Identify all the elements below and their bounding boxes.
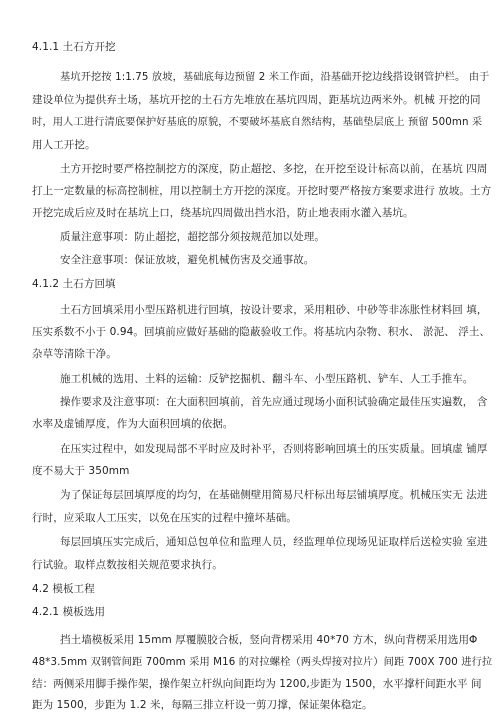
paragraph-line: 建设单位为提供弃土场，基坑开挖的土石方先堆放在基坑四周，距基坑边两米外。机械 开挖的同 [32, 94, 481, 106]
paragraph-line: 度不易大于 350mm [32, 465, 130, 477]
paragraph-line: 每层回填压实完成后，通知总包单位和监理人员，经监理单位现场见证取样后送检实验 室进 [60, 536, 488, 548]
paragraph-line: 挡土墙模板采用 15mm 厚覆膜胶合板，竖向背楞采用 40*70 方木，纵向背楞采用选用Φ [60, 634, 478, 646]
paragraph-line: 距为 1500，步距为 1.2 米，每隔三排立杆设一剪刀撑，保证架体稳定。 [32, 699, 373, 711]
paragraph-line: 时，用人工进行清底要保护好基底的原貌，不要破坏基底自然结构，基础垫层底上 预留 500mn 采 [32, 116, 483, 128]
paragraph-line: 基坑开挖按 1:1.75 放坡，基础底每边预留 2 米工作面，沿基础开挖边线搭设钢管护栏。 由于 [60, 71, 490, 83]
paragraph-line: 48*3.5mm 双钢管间距 700mm 采用 M16 的对拉螺栓（两头焊接对拉片）间距 700X 700 进行拉 [32, 656, 493, 668]
paragraph-line: 打上一定数量的标高控制桩，用以控制土方开挖的深度。开挖时要严格按方案要求进行 放坡。土方 [32, 185, 492, 197]
paragraph-line: 结：两侧采用脚手操作架，操作架立杆纵向间距均为 1200,步距为 1500，水平撑杆间距水平 间 [32, 678, 482, 690]
paragraph-line: 压实系数不小于 0.94。回填前应做好基础的隐蔽验收工作。将基坑内杂物、积水、 淤泥、 浮土、 [32, 326, 491, 338]
paragraph-line: 安全注意事项：保证放坡，避免机械伤害及交通事故。 [60, 254, 315, 266]
paragraph-line: 为了保证每层回填厚度的均匀，在基础侧壁用简易尺杆标出每层铺填厚度。机械压实无 法进 [60, 489, 488, 501]
paragraph-line: 水率及虚铺厚度，作为大面积回填的依据。 [32, 418, 234, 430]
section-heading-4-2: 4.2 模板工程 [32, 583, 95, 595]
paragraph-line: 行时，应采取人工压实，以免在压实的过程中撞坏基础。 [32, 512, 297, 524]
paragraph-line: 质量注意事项：防止超挖，超挖部分须按规范加以处理。 [60, 231, 325, 243]
paragraph-line: 土方开挖时要严格控制挖方的深度，防止超挖、多挖，在开挖至设计标高以前，在基坑 四周 [60, 163, 488, 175]
paragraph-line: 土石方回填采用小型压路机进行回填，按设计要求，采用粗砂、中砂等非冻胀性材料回 填， [60, 304, 488, 316]
paragraph-line: 行试验。取样点数按相关规范要求执行。 [32, 559, 223, 571]
paragraph-line: 开挖完成后应及时在基坑上口，绕基坑四周做出挡水沿，防止地表雨水灌入基坑。 [32, 207, 414, 219]
section-heading-4-1-1: 4.1.1 土石方开挖 [32, 41, 116, 53]
paragraph-line: 在压实过程中，如发现局部不平时应及时补平，否则将影响回填土的压实质量。回填虚 铺厚 [60, 443, 488, 455]
paragraph-line: 操作要求及注意事项：在大面积回填前，首先应通过现场小面积试验确定最佳压实遍数， 含 [60, 396, 488, 408]
section-heading-4-2-1: 4.2.1 模板选用 [32, 606, 106, 618]
paragraph-line: 杂草等清除干净。 [32, 348, 117, 360]
paragraph-line: 施工机械的选用、土料的运输：反铲挖掘机、翻斗车、小型压路机、铲车、人工手推车。 [60, 373, 474, 385]
section-heading-4-1-2: 4.1.2 土石方回填 [32, 278, 116, 290]
paragraph-line: 用人工开挖。 [32, 139, 96, 151]
